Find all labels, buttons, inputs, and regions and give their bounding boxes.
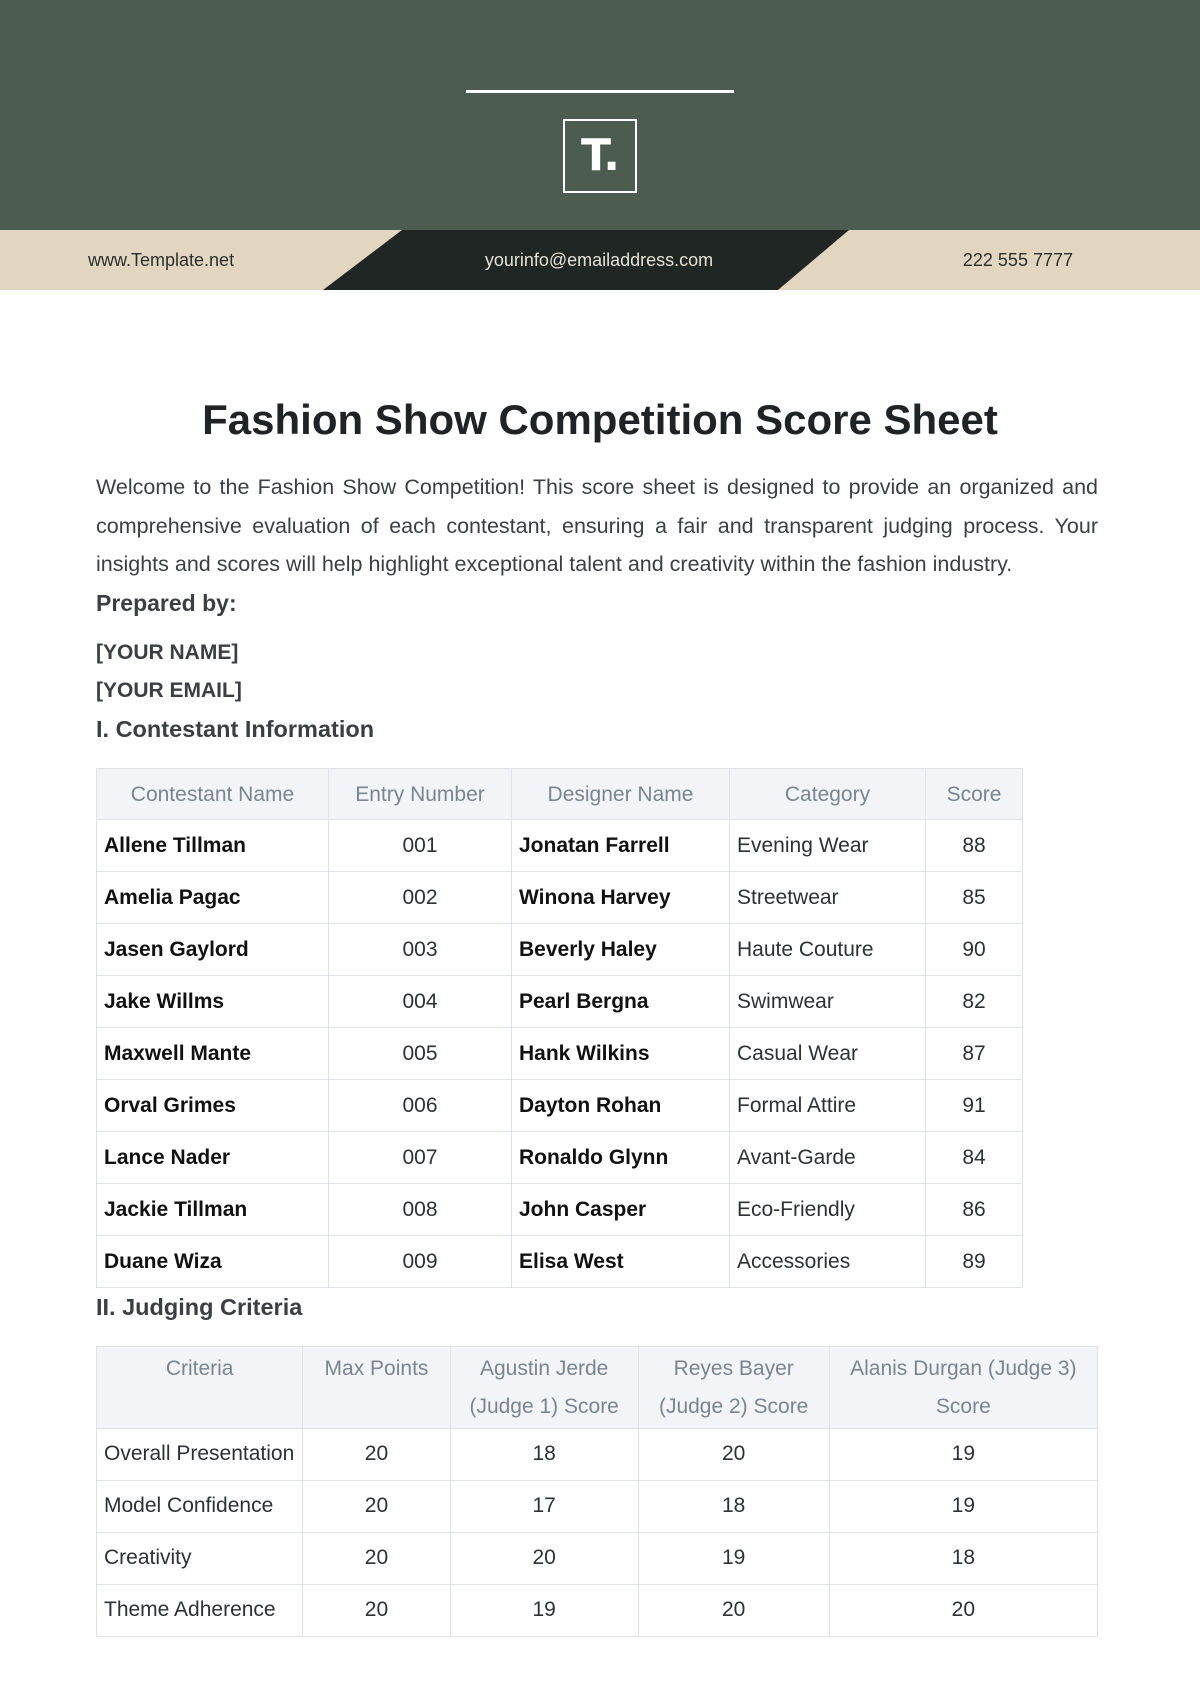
contestant-name-cell: Duane Wiza (97, 1235, 329, 1287)
table-row (97, 1079, 1023, 1131)
judge-1-score-cell: 20 (450, 1532, 638, 1584)
column-header: Score (926, 768, 1023, 819)
criteria-table (96, 1346, 1098, 1637)
table-row (97, 871, 1023, 923)
contestant-name-cell: Jackie Tillman (97, 1183, 329, 1235)
category-cell: Formal Attire (730, 1079, 926, 1131)
column-header: Criteria (97, 1346, 303, 1428)
criteria-cell: Model Confidence (97, 1480, 303, 1532)
designer-name-cell: Pearl Bergna (512, 975, 730, 1027)
contact-strip (0, 230, 1200, 290)
table-row (97, 819, 1023, 871)
prepared-name: [YOUR NAME] (96, 640, 239, 664)
table-header-row (97, 768, 1023, 819)
column-header: Agustin Jerde (Judge 1) Score (450, 1346, 638, 1428)
category-cell: Eco-Friendly (730, 1183, 926, 1235)
designer-name-cell: Jonatan Farrell (512, 819, 730, 871)
entry-number-cell: 001 (329, 819, 512, 871)
score-cell: 85 (926, 871, 1023, 923)
score-cell: 88 (926, 819, 1023, 871)
max-points-cell: 20 (303, 1532, 450, 1584)
criteria-cell: Overall Presentation (97, 1428, 303, 1480)
score-cell: 87 (926, 1027, 1023, 1079)
table-row (97, 1532, 1098, 1584)
section-heading-contestants: I. Contestant Information (96, 715, 375, 742)
contestant-name-cell: Maxwell Mante (97, 1027, 329, 1079)
contestant-name-cell: Amelia Pagac (97, 871, 329, 923)
max-points-cell: 20 (303, 1584, 450, 1636)
entry-number-cell: 006 (329, 1079, 512, 1131)
judge-2-score-cell: 20 (638, 1584, 829, 1636)
column-header: Alanis Durgan (Judge 3) Score (829, 1346, 1097, 1428)
column-header: Reyes Bayer (Judge 2) Score (638, 1346, 829, 1428)
category-cell: Streetwear (730, 871, 926, 923)
score-cell: 86 (926, 1183, 1023, 1235)
table-row (97, 1428, 1098, 1480)
table-row (97, 1027, 1023, 1079)
entry-number-cell: 004 (329, 975, 512, 1027)
entry-number-cell: 002 (329, 871, 512, 923)
criteria-cell: Creativity (97, 1532, 303, 1584)
designer-name-cell: John Casper (512, 1183, 730, 1235)
section-heading-criteria: II. Judging Criteria (96, 1293, 303, 1320)
score-cell: 84 (926, 1131, 1023, 1183)
judge-3-score-cell: 20 (829, 1584, 1097, 1636)
header-divider-line (466, 90, 734, 93)
judge-2-score-cell: 19 (638, 1532, 829, 1584)
page-title: Fashion Show Competition Score Sheet (202, 396, 998, 443)
contestant-name-cell: Orval Grimes (97, 1079, 329, 1131)
designer-name-cell: Winona Harvey (512, 871, 730, 923)
designer-name-cell: Beverly Haley (512, 923, 730, 975)
column-header: Category (730, 768, 926, 819)
header-band (0, 0, 1200, 230)
score-cell: 90 (926, 923, 1023, 975)
table-row (97, 1235, 1023, 1287)
designer-name-cell: Elisa West (512, 1235, 730, 1287)
entry-number-cell: 005 (329, 1027, 512, 1079)
judge-1-score-cell: 17 (450, 1480, 638, 1532)
designer-name-cell: Ronaldo Glynn (512, 1131, 730, 1183)
max-points-cell: 20 (303, 1428, 450, 1480)
entry-number-cell: 008 (329, 1183, 512, 1235)
document-body (96, 390, 1098, 1637)
category-cell: Evening Wear (730, 819, 926, 871)
table-row (97, 1183, 1023, 1235)
designer-name-cell: Hank Wilkins (512, 1027, 730, 1079)
judge-2-score-cell: 20 (638, 1428, 829, 1480)
judge-1-score-cell: 18 (450, 1428, 638, 1480)
category-cell: Avant-Garde (730, 1131, 926, 1183)
contestant-name-cell: Jasen Gaylord (97, 923, 329, 975)
contestant-name-cell: Lance Nader (97, 1131, 329, 1183)
contestant-table (96, 768, 1023, 1288)
contestant-name-cell: Jake Willms (97, 975, 329, 1027)
judge-2-score-cell: 18 (638, 1480, 829, 1532)
email-text: yourinfo@emailaddress.com (484, 250, 714, 270)
judge-1-score-cell: 19 (450, 1584, 638, 1636)
judge-3-score-cell: 19 (829, 1480, 1097, 1532)
entry-number-cell: 007 (329, 1131, 512, 1183)
column-header: Designer Name (512, 768, 730, 819)
column-header: Contestant Name (97, 768, 329, 819)
column-header: Max Points (303, 1346, 450, 1428)
category-cell: Casual Wear (730, 1027, 926, 1079)
table-row (97, 1131, 1023, 1183)
intro-paragraph: Welcome to the Fashion Show Competition! This score sheet is designed to provide an organized and comprehensive evaluation of each contestant, ensuring a fair and transparent judging process. Your insights and scores will help highlight exceptional talent and creativity within the fashion industry. (96, 475, 1098, 576)
table-row (97, 975, 1023, 1027)
score-cell: 91 (926, 1079, 1023, 1131)
phone-text: 222 555 7777 (962, 250, 1073, 270)
score-cell: 89 (926, 1235, 1023, 1287)
table-header-row (97, 1346, 1098, 1428)
category-cell: Accessories (730, 1235, 926, 1287)
category-cell: Swimwear (730, 975, 926, 1027)
judge-3-score-cell: 19 (829, 1428, 1097, 1480)
judge-3-score-cell: 18 (829, 1532, 1097, 1584)
contestant-name-cell: Allene Tillman (97, 819, 329, 871)
logo (563, 119, 637, 193)
prepared-by-label: Prepared by: (96, 589, 237, 616)
table-row (97, 923, 1023, 975)
criteria-cell: Theme Adherence (97, 1584, 303, 1636)
max-points-cell: 20 (303, 1480, 450, 1532)
category-cell: Haute Couture (730, 923, 926, 975)
column-header: Entry Number (329, 768, 512, 819)
entry-number-cell: 003 (329, 923, 512, 975)
score-cell: 82 (926, 975, 1023, 1027)
website-text: www.Template.net (88, 250, 235, 270)
table-row (97, 1584, 1098, 1636)
table-row (97, 1480, 1098, 1532)
logo-text: T. (580, 130, 620, 181)
entry-number-cell: 009 (329, 1235, 512, 1287)
prepared-email: [YOUR EMAIL] (96, 678, 242, 702)
designer-name-cell: Dayton Rohan (512, 1079, 730, 1131)
